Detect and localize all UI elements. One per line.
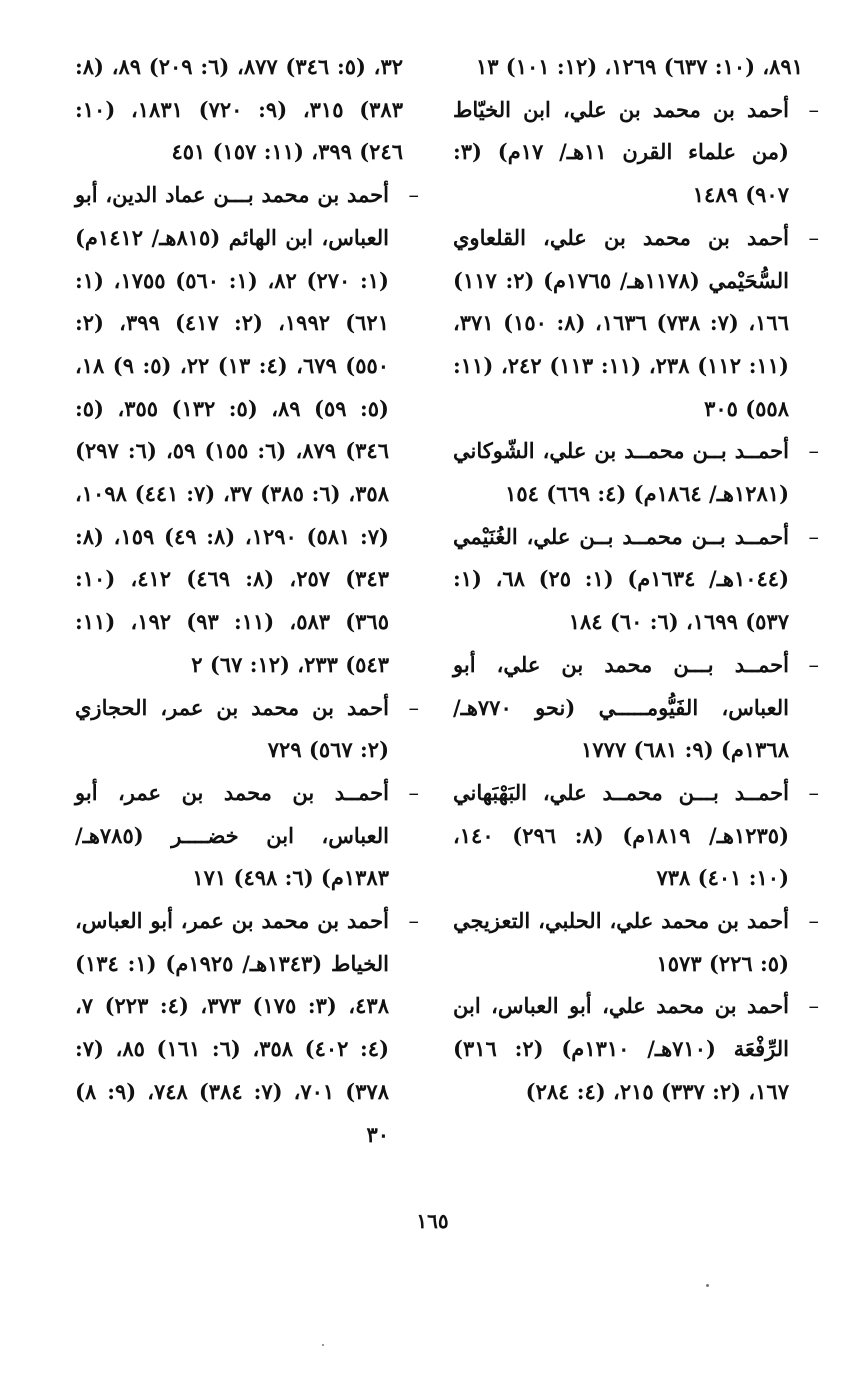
index-entry: – أحمد بن محمد علي، الحلبي، التعزيجي (٥: ٢٢٦) ١٥٧٣ [453, 900, 803, 985]
index-entry: – أحمد بن محمد بن علي، ابن الخيّاط (من علماء القرن ١١هـ/ ١٧م) (٣: ٩٠٧) ١٤٨٩ [453, 89, 803, 217]
scan-speck [706, 1284, 709, 1287]
index-entry: – أحمد بن محمد بن عمر، أبو العباس، الخياط (١٣٤٣هـ/ ١٩٢٥م) (١: ١٣٤) ٤٣٨، (٣: ١٧٥) ٣٧٣، (٤: ٢٢٣) ٧، (٤: ٤٠٢) ٣٥٨، (٦: ١٦١) ٨٥، (٧: ٣٧٨) ٧٠١، (٧: ٣٨٤) ٧٤٨، (٩: ٨) ٣٠ [75, 900, 403, 1156]
entry-dash: – [808, 524, 819, 549]
entry-dash: – [408, 909, 419, 934]
entry-dash: – [408, 695, 419, 720]
index-entry: – أحمــد بــن محمــد بن علي، الشّوكاني (١٢٨١هـ/ ١٨٦٤م) (٤: ٦٦٩) ١٥٤ [453, 430, 803, 515]
index-entry: – أحمــد بن محمد بن عمر، أبو العباس، ابن خضــــر (٧٨٥هـ/ ١٣٨٣م) (٦: ٤٩٨) ١٧١ [75, 772, 403, 900]
index-entry: – أحمــد بـــن محمــد علي، البَهْبَهاني (١٢٣٥هـ/ ١٨١٩م) (٨: ٢٩٦) ١٤٠، (١٠: ٤٠١) ٧٣٨ [453, 772, 803, 900]
entry-dash: – [808, 780, 819, 805]
scan-speck [322, 1344, 324, 1346]
right-column [453, 46, 819, 1114]
entry-dash: – [408, 780, 419, 805]
index-entry: – أحمــد بــن محمــد بــن علي، الغُنَيْمي (١٠٤٤هـ/ ١٦٣٤م) (١: ٢٥) ٦٨، (١: ٥٣٧) ١٦٩٩، (٦: ٦٠) ١٨٤ [453, 516, 803, 644]
index-entry: – أحمد بن محمد بـــن عماد الدين، أبو العباس، ابن الهائم (٨١٥هـ/ ١٤١٢م) (١: ٢٧٠) ٨٢، (١: ٥٦٠) ١٧٥٥، (١: ٦٢١) ١٩٩٢، (٢: ٤١٧) ٣٩٩، (٢: ٥٥٠) ٦٧٩، (٤: ١٣) ٢٢، (٥: ٩) ١٨، (٥: ٥٩) ٨٩، (٥: ١٣٢) ٣٥٥، (٥: ٣٤٦) ٨٧٩، (٦: ١٥٥) ٥٩، (٦: ٢٩٧) ٣٥٨، (٦: ٣٨٥) ٣٧، (٧: ٤٤١) ١٠٩٨، (٧: ٥٨١) ١٢٩٠، (٨: ٤٩) ١٥٩، (٨: ٣٤٣) ٢٥٧، (٨: ٤٦٩) ٤١٢، (١٠: ٣٦٥) ٥٨٣، (١١: ٩٣) ١٩٢، (١١: ٥٤٣) ٢٣٣، (١٢: ٦٧) ٢ [75, 174, 403, 686]
index-entry: – أحمد بن محمد بن عمر، الحجازي (٢: ٥٦٧) ٧٢٩ [75, 687, 403, 772]
entry-dash: – [808, 97, 819, 122]
index-entry: – أحمــد بـــن محمد بن علي، أبو العباس، الفَيُّومـــــي (نحو ٧٧٠هـ/ ١٣٦٨م) (٩: ٦٨١) ١٧٧٧ [453, 644, 803, 772]
entry-dash: – [808, 994, 819, 1019]
index-entry: ٣٢، (٥: ٣٤٦) ٨٧٧، (٦: ٢٠٩) ٨٩، (٨: ٣٨٣) ٣١٥، (٩: ٧٢٠) ١٨٣١، (١٠: ٢٤٦) ٣٩٩، (١١: ١٥٧) ٤٥١ [75, 54, 403, 165]
entry-dash: – [408, 183, 419, 208]
entry-dash: – [808, 652, 819, 677]
index-entry: ٨٩١، (١٠: ٦٣٧) ١٢٦٩، (١٢: ١٠١) ١٣ [475, 54, 803, 79]
index-entry: – أحمد بن محمد بن علي، القلعاوي السُّحَيْمي (١١٧٨هـ/ ١٧٦٥م) (٢: ١١٧) ١٦٦، (٧: ٧٣٨) ١٦٣٦، (٨: ١٥٠) ٣٧١، (١١: ١١٢) ٢٣٨، (١١: ١١٣) ٢٤٢، (١١: ٥٥٨) ٣٠٥ [453, 217, 803, 431]
index-entry: – أحمد بن محمد علي، أبو العباس، ابن الرِّفْعَة (٧١٠هـ/ ١٣١٠م) (٢: ٣١٦) ١٦٧، (٢: ٣٣٧) ٢١٥، (٤: ٢٨٤) [453, 985, 803, 1113]
entry-dash: – [808, 225, 819, 250]
entry-dash: – [808, 439, 819, 464]
page-number: ١٦٥ [416, 1209, 449, 1233]
left-column [75, 46, 419, 1156]
entry-dash: – [808, 909, 819, 934]
